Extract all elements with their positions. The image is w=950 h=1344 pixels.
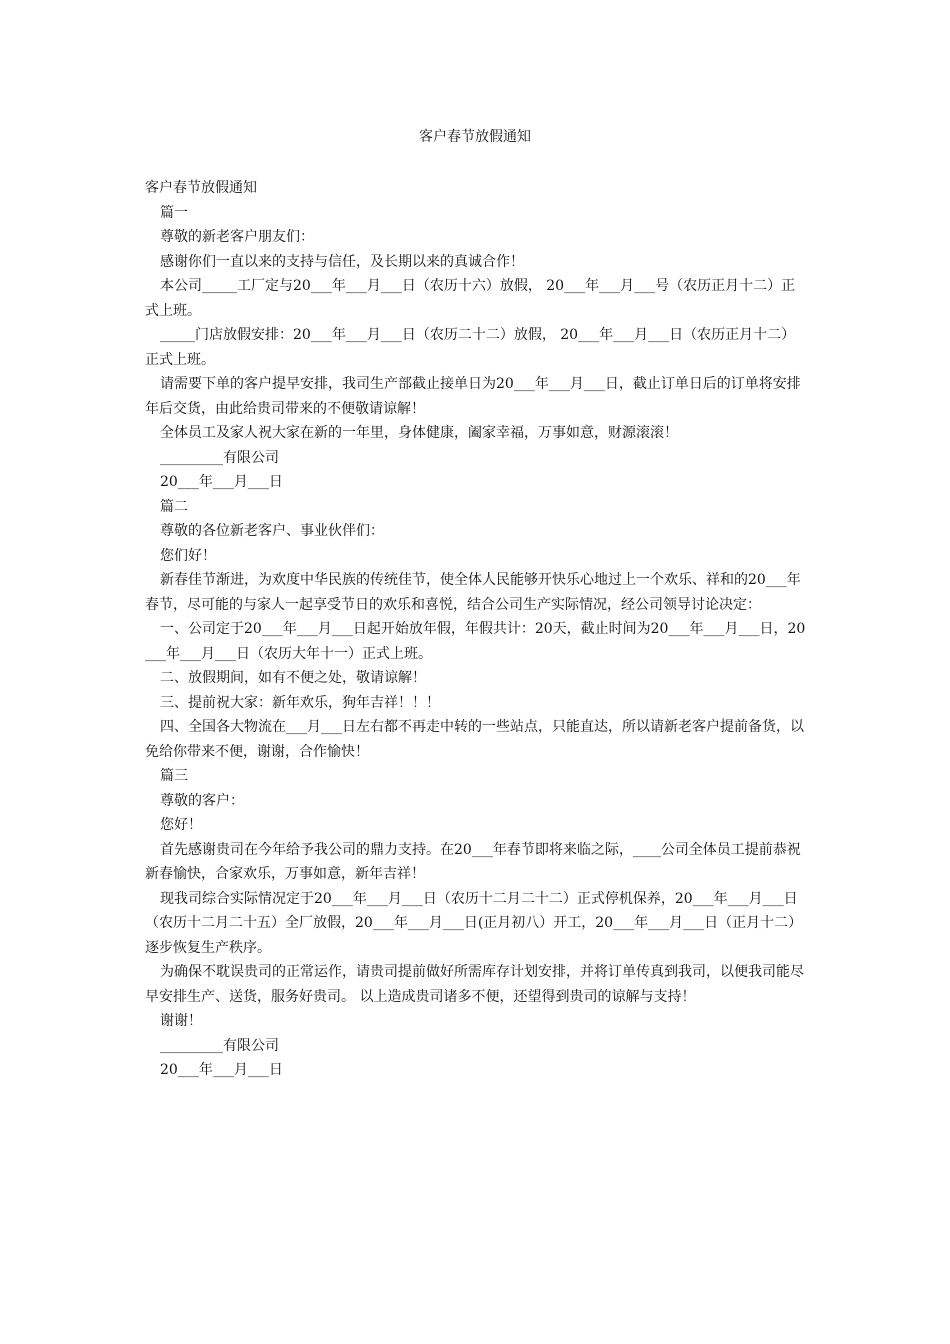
document-paragraph: 尊敬的客户：: [160, 792, 244, 809]
document-paragraph: 一、公司定于20___年___月___日起开始放年假，年假共计：20天，截止时间为20___年___月___日，20___年___月___日（农历大年十一）正式上班。: [145, 621, 806, 662]
document-paragraph: 尊敬的新老客户朋友们：: [160, 229, 314, 245]
document-paragraph: 客户春节放假通知: [145, 180, 257, 196]
document-paragraph: 为确保不耽误贵司的正常运作，请贵司提前做好所需库存计划安排，并将订单传真到我司，以便我司能尽早安排生产、送货，服务好贵司。 以上造成贵司诸多不便，还望得到贵司的谅解与支持！: [145, 964, 804, 1005]
document-paragraph: 篇三: [160, 768, 188, 784]
document-paragraph: 您们好！: [160, 547, 216, 564]
document-paragraph: 请需要下单的客户提早安排，我司生产部截止接单日为20___年___月___日，截止订单日后的订单将安排年后交货，由此给贵司带来的不便敬请谅解！: [145, 376, 801, 417]
document-body: [145, 176, 807, 1083]
document-paragraph: 您好！: [160, 817, 202, 833]
document-paragraph: 谢谢！: [160, 1013, 202, 1029]
document-paragraph: 首先感谢贵司在今年给予我公司的鼎力支持。在20___年春节即将来临之际，____公司全体员工提前恭祝新春愉快，合家欢乐，万事如意，新年吉祥！: [145, 841, 801, 882]
document-paragraph: 感谢你们一直以来的支持与信任，及长期以来的真诚合作！: [160, 253, 524, 270]
document-title: 客户春节放假通知: [419, 129, 531, 145]
document-paragraph: 四、全国各大物流在___月___日左右都不再走中转的一些站点，只能直达，所以请新老客户提前备货，以免给你带来不便，谢谢，合作愉快！: [145, 719, 804, 760]
document-paragraph: 现我司综合实际情况定于20___年___月___日（农历十二月二十二）正式停机保养，20___年___月___日（农历十二月二十五）全厂放假，20___年___月___日(正月初八）开工，20___年___月___日（正月十二）逐步恢复生产秩序。: [145, 890, 803, 956]
document-paragraph: 二、放假期间，如有不便之处，敬请谅解！: [160, 670, 426, 686]
document-paragraph: 本公司_____工厂定与20___年___月___日（农历十六）放假， 20___年___月___号（农历正月十二）正式上班。: [145, 278, 796, 319]
document-paragraph: 篇一: [160, 204, 188, 221]
document-paragraph: 20___年___月___日: [160, 474, 283, 490]
document-paragraph: 20___年___月___日: [160, 1062, 283, 1078]
document-paragraph: 全体员工及家人祝大家在新的一年里，身体健康，阖家幸福，万事如意，财源滚滚！: [160, 425, 678, 441]
document-paragraph: 新春佳节渐进，为欢度中华民族的传统佳节，使全体人民能够开快乐心地过上一个欢乐、祥和的20___年春节，尽可能的与家人一起享受节日的欢乐和喜悦，结合公司生产实际情况，经公司领导讨论决定：: [145, 572, 801, 613]
document-paragraph: _________有限公司: [160, 449, 279, 466]
document-paragraph: _____门店放假安排：20___年___月___日（农历二十二）放假， 20___年___月___日（农历正月十二）正式上班。: [145, 327, 796, 368]
document-paragraph: _________有限公司: [160, 1037, 279, 1054]
document-paragraph: 篇二: [160, 498, 188, 515]
document-paragraph: 三、提前祝大家：新年欢乐，狗年吉祥！！！: [160, 694, 440, 711]
document-paragraph: 尊敬的各位新老客户、事业伙伴们：: [160, 523, 384, 539]
